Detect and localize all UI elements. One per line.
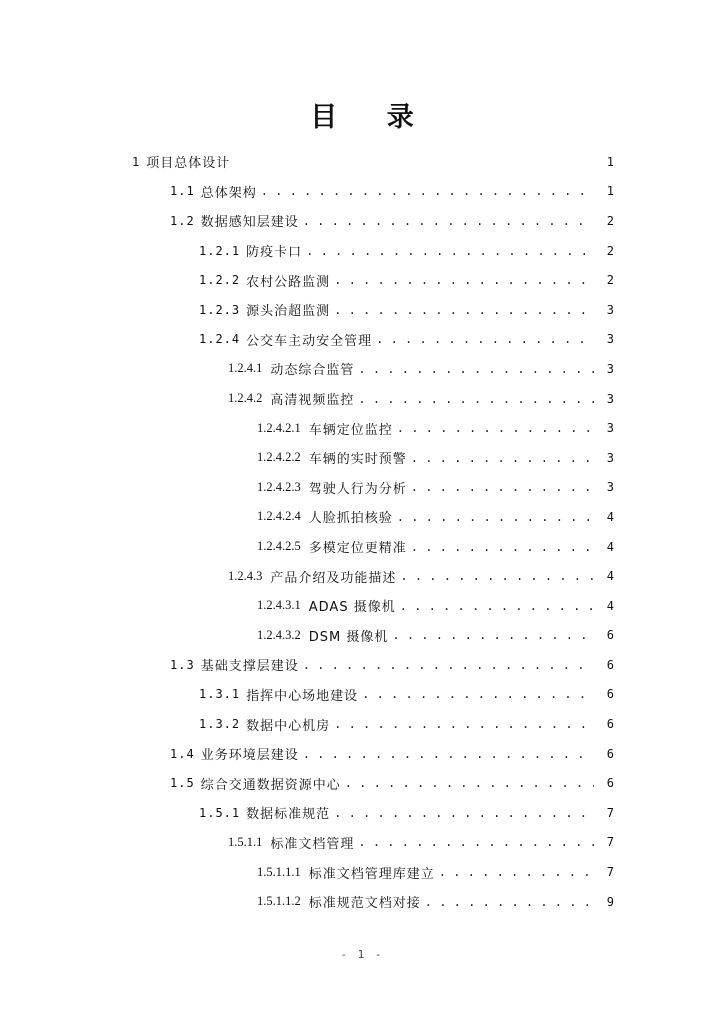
toc-entry-page: 6 — [606, 657, 614, 672]
toc-dot-leader — [358, 361, 594, 377]
toc-dot-leader — [334, 716, 594, 732]
toc-entry[interactable] — [0, 265, 724, 295]
toc-entry-number: 1.5.1.1.1 — [257, 864, 301, 879]
page-title: 目 录 — [310, 102, 434, 133]
toc-entry[interactable] — [0, 591, 724, 621]
toc-entry[interactable] — [0, 413, 724, 443]
toc-entry-page: 4 — [606, 539, 614, 554]
toc-entry[interactable] — [0, 680, 724, 710]
toc-entry-page: 9 — [606, 894, 614, 909]
toc-entry[interactable] — [0, 325, 724, 355]
toc-entry[interactable] — [0, 473, 724, 503]
toc-entry-page: 3 — [606, 391, 614, 406]
toc-entry-number: 1.5 — [170, 776, 195, 791]
toc-entry-title: 业务环境层建设 — [200, 748, 299, 764]
toc-entry-number: 1.2.4.2.5 — [257, 539, 301, 554]
toc-dot-leader — [303, 657, 594, 673]
toc-entry-title: 标准文档管理库建立 — [308, 866, 435, 882]
toc-entry-title: 基础支撑层建设 — [200, 659, 299, 675]
toc-entry-number: 1.2.4.3 — [228, 568, 263, 583]
toc-entry-number: 1.2.4.1 — [228, 361, 263, 376]
toc-entry-title: 驾驶人行为分析 — [308, 481, 407, 497]
toc-entry-title: 农村公路监测 — [246, 274, 331, 290]
toc-entry[interactable] — [0, 739, 724, 769]
toc-entry[interactable] — [0, 621, 724, 651]
toc-entry-page: 6 — [606, 717, 614, 732]
toc-entry-page: 3 — [606, 332, 614, 347]
toc-entry-number: 1.2.4 — [199, 332, 241, 347]
toc-entry-title: ADAS 摄像机 — [308, 600, 396, 616]
toc-entry-page: 2 — [606, 213, 614, 228]
toc-entry-number: 1.3.2 — [199, 717, 241, 732]
toc-entry-number: 1.2.4.2.3 — [257, 479, 301, 494]
toc-entry-page: 2 — [606, 243, 614, 258]
toc-entry-number: 1.2.4.2.2 — [257, 450, 301, 465]
toc-entry-number: 1.5.1.1 — [228, 834, 263, 849]
toc-entry-title: 动态综合监管 — [270, 363, 355, 379]
page-number-footer: - 1 - — [340, 948, 384, 961]
table-of-contents — [0, 147, 724, 916]
toc-entry-page: 3 — [606, 450, 614, 465]
toc-entry-title: 车辆的实时预警 — [308, 452, 407, 468]
toc-entry-number: 1.2.2 — [199, 273, 241, 288]
toc-entry-number: 1.3 — [170, 657, 195, 672]
toc-dot-leader — [400, 568, 594, 584]
toc-entry-page: 3 — [606, 480, 614, 495]
toc-entry-title: 项目总体设计 — [146, 156, 231, 172]
toc-entry-number: 1.3.1 — [199, 687, 241, 702]
toc-dot-leader — [376, 331, 594, 347]
toc-entry-title: 源头治超监测 — [246, 304, 331, 320]
toc-entry-page: 6 — [606, 628, 614, 643]
toc-entry[interactable] — [0, 384, 724, 414]
toc-dot-leader — [400, 598, 594, 614]
toc-entry-title: 防疫卡口 — [246, 245, 303, 261]
toc-dot-leader — [358, 391, 594, 407]
toc-entry-number: 1.2 — [170, 213, 195, 228]
toc-entry[interactable] — [0, 768, 724, 798]
toc-entry-page: 1 — [606, 184, 614, 199]
toc-entry-page: 2 — [606, 273, 614, 288]
toc-entry[interactable] — [0, 798, 724, 828]
toc-entry-number: 1.2.4.2.1 — [257, 420, 301, 435]
toc-dot-leader — [303, 746, 594, 762]
toc-entry-page: 7 — [606, 805, 614, 820]
toc-dot-leader — [261, 183, 594, 199]
toc-entry-title: 标准文档管理 — [270, 836, 355, 852]
toc-dot-leader — [358, 834, 594, 850]
toc-entry[interactable] — [0, 561, 724, 591]
toc-dot-leader — [411, 479, 594, 495]
toc-entry-title: 综合交通数据资源中心 — [200, 777, 341, 793]
toc-entry[interactable] — [0, 443, 724, 473]
toc-entry-number: 1.5.1 — [199, 805, 241, 820]
toc-entry-page: 3 — [606, 421, 614, 436]
toc-entry[interactable] — [0, 295, 724, 325]
toc-entry-page: 4 — [606, 509, 614, 524]
toc-entry[interactable] — [0, 709, 724, 739]
toc-entry-number: 1.1 — [170, 184, 195, 199]
toc-entry-title: 人脸抓拍核验 — [308, 511, 393, 527]
toc-entry-page: 6 — [606, 776, 614, 791]
toc-entry-page: 7 — [606, 865, 614, 880]
toc-entry-number: 1.5.1.1.2 — [257, 894, 301, 909]
toc-entry-page: 6 — [606, 687, 614, 702]
toc-entry-page: 1 — [606, 154, 614, 169]
toc-entry-number: 1.2.1 — [199, 243, 241, 258]
toc-entry[interactable] — [0, 532, 724, 562]
toc-entry-number: 1 — [132, 154, 141, 169]
toc-entry-page: 4 — [606, 598, 614, 613]
toc-entry[interactable] — [0, 502, 724, 532]
toc-entry[interactable] — [0, 147, 724, 177]
toc-entry-title: 产品介绍及功能描述 — [270, 570, 397, 586]
toc-entry-title: 数据标准规范 — [246, 807, 331, 823]
toc-dot-leader — [334, 272, 594, 288]
toc-entry-number: 1.2.4.2 — [228, 391, 263, 406]
toc-dot-leader — [397, 420, 594, 436]
toc-dot-leader — [425, 894, 594, 910]
toc-entry[interactable] — [0, 206, 724, 236]
toc-entry-page: 3 — [606, 302, 614, 317]
toc-entry-number: 1.2.4.3.1 — [257, 598, 301, 613]
toc-entry-title: 数据感知层建设 — [200, 215, 299, 231]
toc-entry-title: 标准规范文档对接 — [308, 896, 421, 912]
toc-dot-leader — [392, 627, 594, 643]
toc-entry-number: 1.2.3 — [199, 302, 241, 317]
toc-dot-leader — [439, 864, 594, 880]
toc-entry-page: 7 — [606, 835, 614, 850]
toc-entry[interactable] — [0, 236, 724, 266]
toc-entry-title: 指挥中心场地建设 — [246, 688, 359, 704]
toc-entry-page: 3 — [606, 361, 614, 376]
toc-dot-leader — [411, 539, 594, 555]
toc-entry-title: 公交车主动安全管理 — [246, 333, 373, 349]
toc-entry[interactable] — [0, 354, 724, 384]
toc-entry[interactable] — [0, 887, 724, 917]
toc-dot-leader — [334, 805, 594, 821]
toc-dot-leader — [303, 213, 594, 229]
toc-dot-leader — [362, 686, 594, 702]
toc-dot-leader — [397, 509, 594, 525]
toc-dot-leader — [411, 450, 594, 466]
toc-entry[interactable] — [0, 650, 724, 680]
toc-dot-leader — [334, 302, 594, 318]
toc-entry[interactable] — [0, 857, 724, 887]
toc-entry-page: 6 — [606, 746, 614, 761]
toc-entry-title: DSM 摄像机 — [308, 629, 389, 645]
toc-entry-title: 总体架构 — [200, 185, 257, 201]
toc-entry-page: 4 — [606, 569, 614, 584]
toc-entry[interactable] — [0, 828, 724, 858]
toc-entry-title: 多模定位更精准 — [308, 541, 407, 557]
toc-entry-number: 1.2.4.2.4 — [257, 509, 301, 524]
toc-entry-title: 车辆定位监控 — [308, 422, 393, 438]
toc-entry-title: 数据中心机房 — [246, 718, 331, 734]
toc-entry[interactable] — [0, 177, 724, 207]
toc-entry-title: 高清视频监控 — [270, 393, 355, 409]
toc-dot-leader — [306, 243, 594, 259]
toc-entry-number: 1.2.4.3.2 — [257, 627, 301, 642]
toc-entry-number: 1.4 — [170, 746, 195, 761]
toc-dot-leader — [345, 775, 594, 791]
